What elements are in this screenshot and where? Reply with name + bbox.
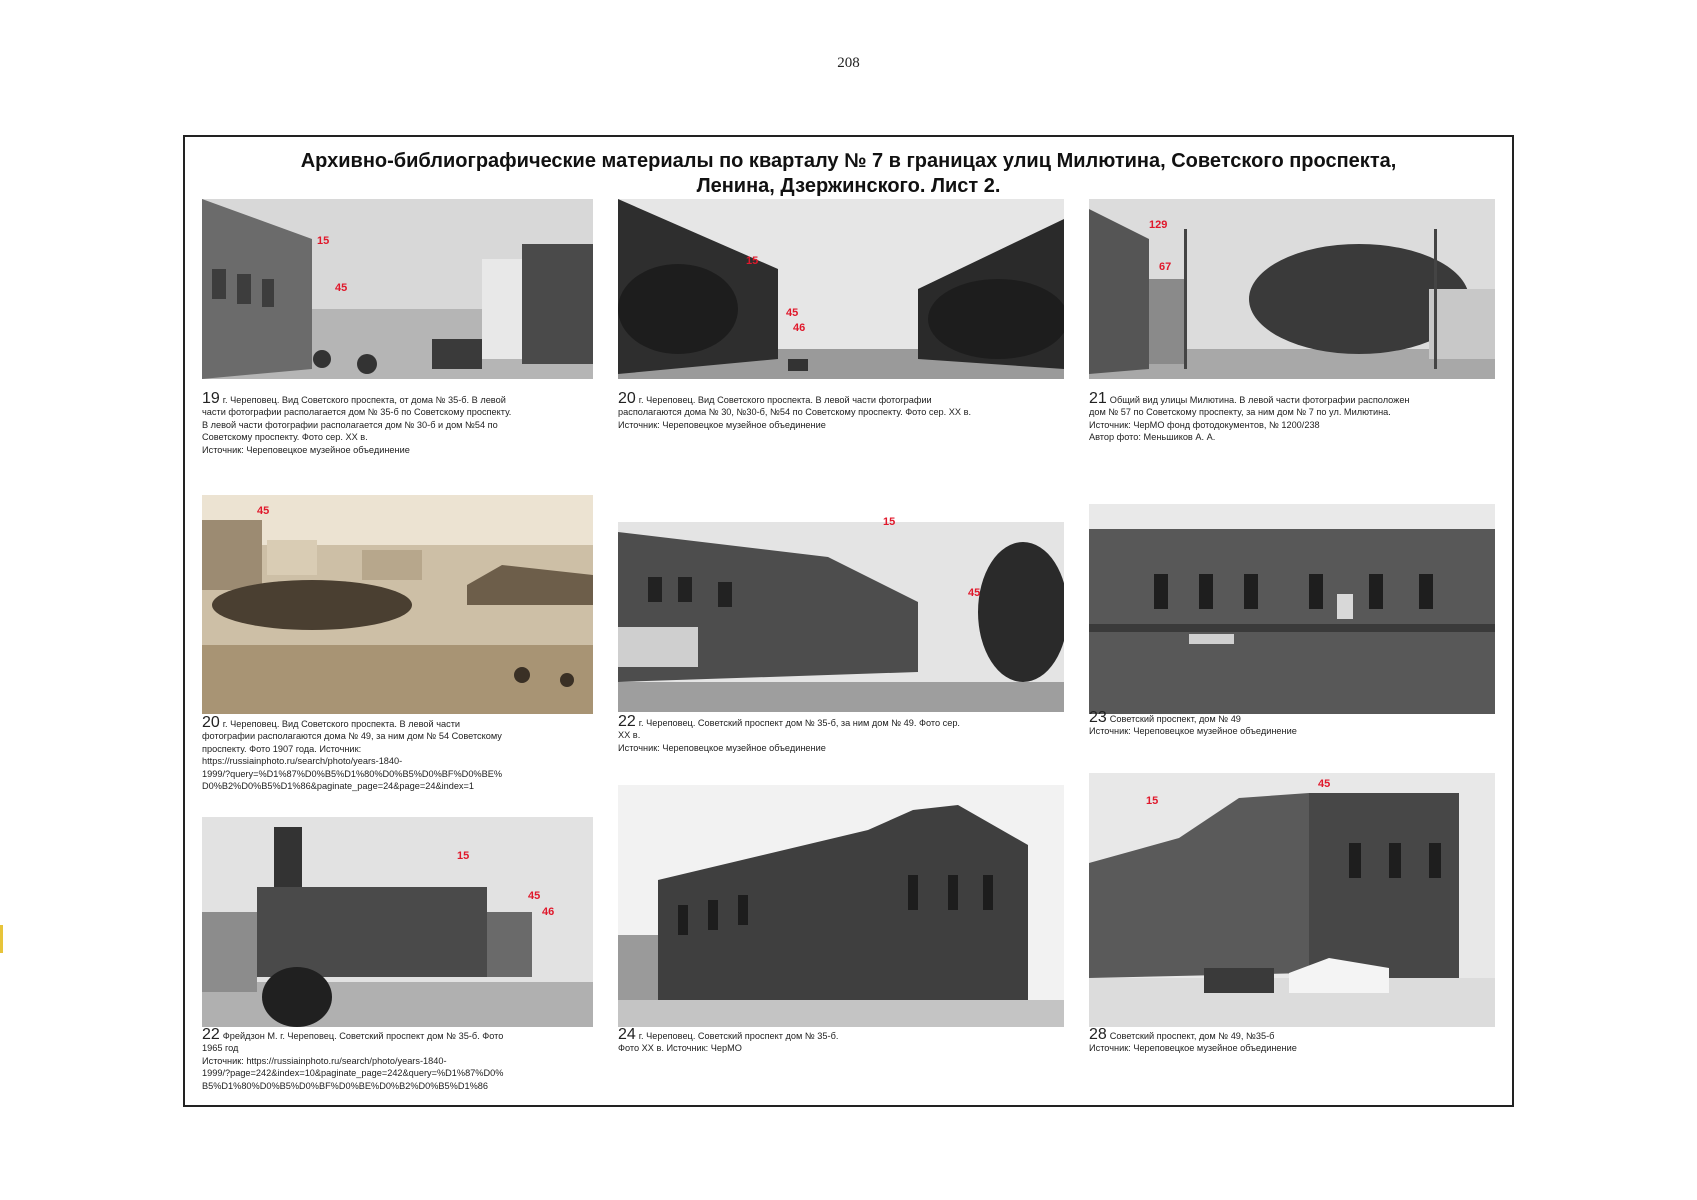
photo-number: 20 xyxy=(618,390,636,407)
marker-129: 129 xyxy=(1149,219,1168,231)
marker-45: 45 xyxy=(786,307,799,319)
caption-20: 20 г. Череповец. Вид Советского проспекта. В левой части фотографии располагаются дома № 30, №30-б, №54 по Советскому проспекту. Фото сер. XX в. Источник: Череповецкое музейное объединение xyxy=(618,390,972,430)
photo-number: 23 xyxy=(1089,709,1107,726)
caption-22b: 22 Фрейдзон М. г. Череповец. Советский проспект дом № 35-б. Фото 1965 год Источник: https://russiainphoto.ru/search/photo/years-1840- 1999/?page=242&index=10&paginate_page=242&query=%D1%87%D0% B5%D1%80%D0%B5%D0%BF%D0%BE%D0%B2%D0%B5%D1%86 xyxy=(202,1026,504,1091)
caption-23: 23 Советский проспект, дом № 49 Источник: Череповецкое музейное объединение xyxy=(1089,709,1297,737)
photo-facade-23 xyxy=(1089,504,1495,714)
marker-15: 15 xyxy=(317,235,330,247)
marker-45: 45 xyxy=(1318,778,1331,790)
marker-45: 45 xyxy=(335,282,348,294)
photo-number: 22 xyxy=(202,1026,220,1043)
marker-67: 67 xyxy=(1159,261,1172,273)
photo-avenue-20 xyxy=(618,199,1064,379)
photo-number: 28 xyxy=(1089,1026,1107,1043)
photo-number: 21 xyxy=(1089,390,1107,407)
caption-21: 21 Общий вид улицы Милютина. В левой части фотографии расположен дом № 57 по Советскому проспекту, за ним дом № 7 по ул. Милютина. Источник: ЧерМО фонд фотодокументов, № 1200/238 Автор фото: Меньшиков А. А. xyxy=(1089,390,1410,443)
scan-edge-mark xyxy=(0,925,3,953)
marker-15: 15 xyxy=(883,516,896,528)
marker-45: 45 xyxy=(968,587,981,599)
photo-winter-street-28 xyxy=(1089,773,1495,1027)
marker-46: 46 xyxy=(793,322,806,334)
caption-19: 19 г. Череповец. Вид Советского проспекта, от дома № 35-б. В левой части фотографии располагается дом № 35-б по Советскому проспекту. В левой части фотографии располагается дом № 30-б и дом №54 по Советскому проспекту. Фото сер. XX в. Источник: Череповецкое музейное объединение xyxy=(202,390,512,455)
caption-28: 28 Советский проспект, дом № 49, №35-б Источник: Череповецкое музейное объединение xyxy=(1089,1026,1297,1054)
photo-number: 19 xyxy=(202,390,220,407)
caption-24: 24 г. Череповец. Советский проспект дом № 35-б. Фото XX в. Источник: ЧерМО xyxy=(618,1026,839,1054)
caption-22: 22 г. Череповец. Советский проспект дом № 35-б, за ним дом № 49. Фото сер. XX в. Источник: Череповецкое музейное объединение xyxy=(618,713,960,753)
marker-15: 15 xyxy=(457,850,470,862)
photo-number: 24 xyxy=(618,1026,636,1043)
page-number: 208 xyxy=(837,55,860,71)
caption-20b: 20 г. Череповец. Вид Советского проспекта. В левой части фотографии располагаются дома № 49, за ним дом № 54 Советскому проспекту. Фото 1907 года. Источник: https://russiainphoto.ru/search/photo/years-1840- 1999/?query=%D1%87%D0%B5%D1%80%D0%B5%D0%BF%D0%BE% D0%B2%D0%B5%D1%86&paginate_page=24&page=24&index=1 xyxy=(202,714,503,792)
marker-46: 46 xyxy=(542,906,555,918)
marker-15: 15 xyxy=(746,255,759,267)
marker-15: 15 xyxy=(1146,795,1159,807)
sheet-frame xyxy=(183,135,1514,1107)
title-line-2: Ленина, Дзержинского. Лист 2. xyxy=(696,175,1001,197)
photo-market-square-20 xyxy=(202,495,593,714)
photo-corner-building-24 xyxy=(618,785,1064,1027)
photo-tower-22 xyxy=(202,817,593,1027)
marker-45: 45 xyxy=(528,890,541,902)
title-line-1: Архивно-библиографические материалы по кварталу № 7 в границах улиц Милютина, Советского проспекта, xyxy=(300,150,1397,172)
marker-45: 45 xyxy=(257,505,270,517)
photo-street-view-19 xyxy=(202,199,593,379)
photo-number: 22 xyxy=(618,713,636,730)
photo-building-22 xyxy=(618,522,1064,712)
sheet-title xyxy=(185,149,1512,199)
photo-number: 20 xyxy=(202,714,220,731)
